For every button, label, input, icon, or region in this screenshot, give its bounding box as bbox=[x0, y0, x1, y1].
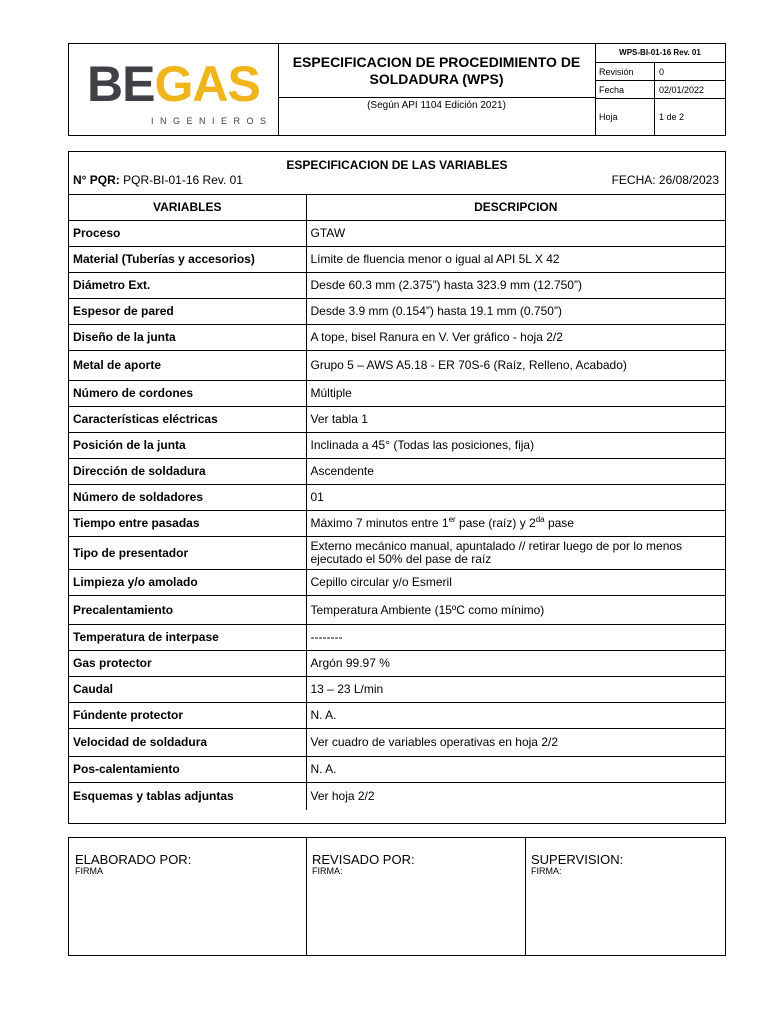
variable-description: N. A. bbox=[306, 757, 725, 783]
pqr-label: N° PQR: bbox=[73, 173, 120, 187]
variable-name: Temperatura de interpase bbox=[69, 625, 306, 651]
table-row bbox=[69, 247, 725, 273]
table-row bbox=[69, 459, 725, 485]
revisado-label: REVISADO POR: bbox=[312, 852, 415, 867]
meta-revision-row bbox=[595, 63, 725, 81]
table-row bbox=[69, 537, 725, 570]
variable-description: Ascendente bbox=[306, 459, 725, 485]
variable-description: Cepillo circular y/o Esmeril bbox=[306, 570, 725, 596]
variable-description: Argón 99.97 % bbox=[306, 651, 725, 677]
document-title: ESPECIFICACION DE PROCEDIMIENTO DE SOLDADURA (WPS) bbox=[278, 44, 595, 98]
signature-revisado bbox=[306, 838, 526, 955]
description-part: Máximo 7 minutos entre 1 bbox=[310, 516, 449, 530]
pqr-number bbox=[73, 173, 243, 187]
variable-description: Desde 3.9 mm (0.154”) hasta 19.1 mm (0.750”) bbox=[306, 299, 725, 325]
variable-description: Múltiple bbox=[306, 381, 725, 407]
meta-fecha-label: Fecha bbox=[595, 81, 655, 98]
variables-header bbox=[69, 152, 725, 195]
signature-elaborado bbox=[69, 838, 307, 955]
variable-name: Precalentamiento bbox=[69, 596, 306, 625]
variable-description: Ver hoja 2/2 bbox=[306, 783, 725, 810]
signature-section bbox=[68, 837, 726, 956]
variable-name: Tiempo entre pasadas bbox=[69, 511, 306, 537]
table-row bbox=[69, 221, 725, 247]
variable-description: Ver tabla 1 bbox=[306, 407, 725, 433]
table-row bbox=[69, 485, 725, 511]
variable-description bbox=[306, 511, 725, 537]
meta-hoja-row bbox=[595, 99, 725, 135]
variable-name: Limpieza y/o amolado bbox=[69, 570, 306, 596]
logo-be-text: BE bbox=[87, 56, 155, 112]
variable-description: -------- bbox=[306, 625, 725, 651]
meta-revision-label: Revisión bbox=[595, 63, 655, 80]
document-header bbox=[68, 43, 726, 136]
variable-description: Externo mecánico manual, apuntalado // retirar luego de por lo menos ejecutado el 50% del pase de raíz bbox=[306, 537, 725, 570]
table-row bbox=[69, 381, 725, 407]
table-row bbox=[69, 703, 725, 729]
elaborado-label: ELABORADO POR: bbox=[75, 852, 192, 867]
variable-description: A tope, bisel Ranura en V. Ver gráfico - hoja 2/2 bbox=[306, 325, 725, 351]
company-logo bbox=[69, 44, 279, 135]
variables-section bbox=[68, 151, 726, 824]
variables-table bbox=[69, 194, 725, 810]
variable-name: Posición de la junta bbox=[69, 433, 306, 459]
variable-name: Proceso bbox=[69, 221, 306, 247]
table-row bbox=[69, 351, 725, 381]
variable-description: Desde 60.3 mm (2.375”) hasta 323.9 mm (12.750”) bbox=[306, 273, 725, 299]
document-subtitle: (Según API 1104 Edición 2021) bbox=[367, 100, 506, 111]
variable-description: Temperatura Ambiente (15ºC como mínimo) bbox=[306, 596, 725, 625]
variable-name: Velocidad de soldadura bbox=[69, 729, 306, 757]
table-row bbox=[69, 596, 725, 625]
table-row bbox=[69, 625, 725, 651]
variable-name: Fúndente protector bbox=[69, 703, 306, 729]
meta-fecha-row bbox=[595, 81, 725, 99]
table-row bbox=[69, 273, 725, 299]
variable-description: 01 bbox=[306, 485, 725, 511]
description-part: pase (raíz) y 2 bbox=[455, 516, 536, 530]
table-row bbox=[69, 325, 725, 351]
variable-name: Tipo de presentador bbox=[69, 537, 306, 570]
variable-description: Inclinada a 45° (Todas las posiciones, fija) bbox=[306, 433, 725, 459]
pqr-value: PQR-BI-01-16 Rev. 01 bbox=[123, 173, 243, 187]
variable-description: Ver cuadro de variables operativas en hoja 2/2 bbox=[306, 729, 725, 757]
table-row bbox=[69, 729, 725, 757]
variable-name: Número de soldadores bbox=[69, 485, 306, 511]
table-row bbox=[69, 570, 725, 596]
signature-supervision bbox=[525, 838, 725, 955]
variable-name: Metal de aporte bbox=[69, 351, 306, 381]
superscript: er bbox=[448, 515, 456, 524]
variable-name: Material (Tuberías y accesorios) bbox=[69, 247, 306, 273]
document-code: WPS-BI-01-16 Rev. 01 bbox=[595, 44, 725, 63]
variable-name: Esquemas y tablas adjuntas bbox=[69, 783, 306, 810]
column-header-variables: VARIABLES bbox=[69, 194, 306, 221]
meta-hoja-value: 1 de 2 bbox=[659, 112, 685, 122]
table-row bbox=[69, 299, 725, 325]
variable-description: 13 – 23 L/min bbox=[306, 677, 725, 703]
table-header-row bbox=[69, 194, 725, 221]
description-part: pase bbox=[544, 516, 574, 530]
logo-subtitle: INGENIEROS bbox=[151, 116, 273, 126]
variable-name: Número de cordones bbox=[69, 381, 306, 407]
variable-name: Pos-calentamiento bbox=[69, 757, 306, 783]
table-row bbox=[69, 677, 725, 703]
variable-description: Límite de fluencia menor o igual al API 5L X 42 bbox=[306, 247, 725, 273]
logo-gas-text: GAS bbox=[154, 56, 260, 112]
variable-name: Gas protector bbox=[69, 651, 306, 677]
variable-name: Diseño de la junta bbox=[69, 325, 306, 351]
logo-wordmark bbox=[87, 58, 260, 110]
column-header-descripcion: DESCRIPCION bbox=[474, 199, 558, 214]
document-meta bbox=[595, 44, 725, 135]
variable-name: Caudal bbox=[69, 677, 306, 703]
meta-hoja-label: Hoja bbox=[595, 99, 655, 135]
supervision-label: SUPERVISION: bbox=[531, 852, 624, 867]
variable-name: Características eléctricas bbox=[69, 407, 306, 433]
revisado-firma-label: FIRMA: bbox=[312, 866, 343, 876]
supervision-firma-label: FIRMA: bbox=[531, 866, 562, 876]
superscript: da bbox=[535, 515, 545, 524]
table-row bbox=[69, 783, 725, 810]
variables-title: ESPECIFICACION DE LAS VARIABLES bbox=[286, 158, 508, 172]
meta-revision-value: 0 bbox=[659, 66, 665, 77]
variable-name: Espesor de pared bbox=[69, 299, 306, 325]
variable-description: Grupo 5 – AWS A5.18 - ER 70S-6 (Raíz, Relleno, Acabado) bbox=[306, 351, 725, 381]
variable-description: GTAW bbox=[306, 221, 725, 247]
table-row bbox=[69, 757, 725, 783]
table-row bbox=[69, 433, 725, 459]
table-row bbox=[69, 511, 725, 537]
meta-fecha-value: 02/01/2022 bbox=[659, 84, 705, 95]
table-row bbox=[69, 651, 725, 677]
variable-name: Diámetro Ext. bbox=[69, 273, 306, 299]
elaborado-firma-label: FIRMA bbox=[75, 866, 103, 876]
pqr-fecha: FECHA: 26/08/2023 bbox=[611, 173, 719, 187]
table-row bbox=[69, 407, 725, 433]
variable-description: N. A. bbox=[306, 703, 725, 729]
title-cell bbox=[278, 44, 596, 135]
variable-name: Dirección de soldadura bbox=[69, 459, 306, 485]
